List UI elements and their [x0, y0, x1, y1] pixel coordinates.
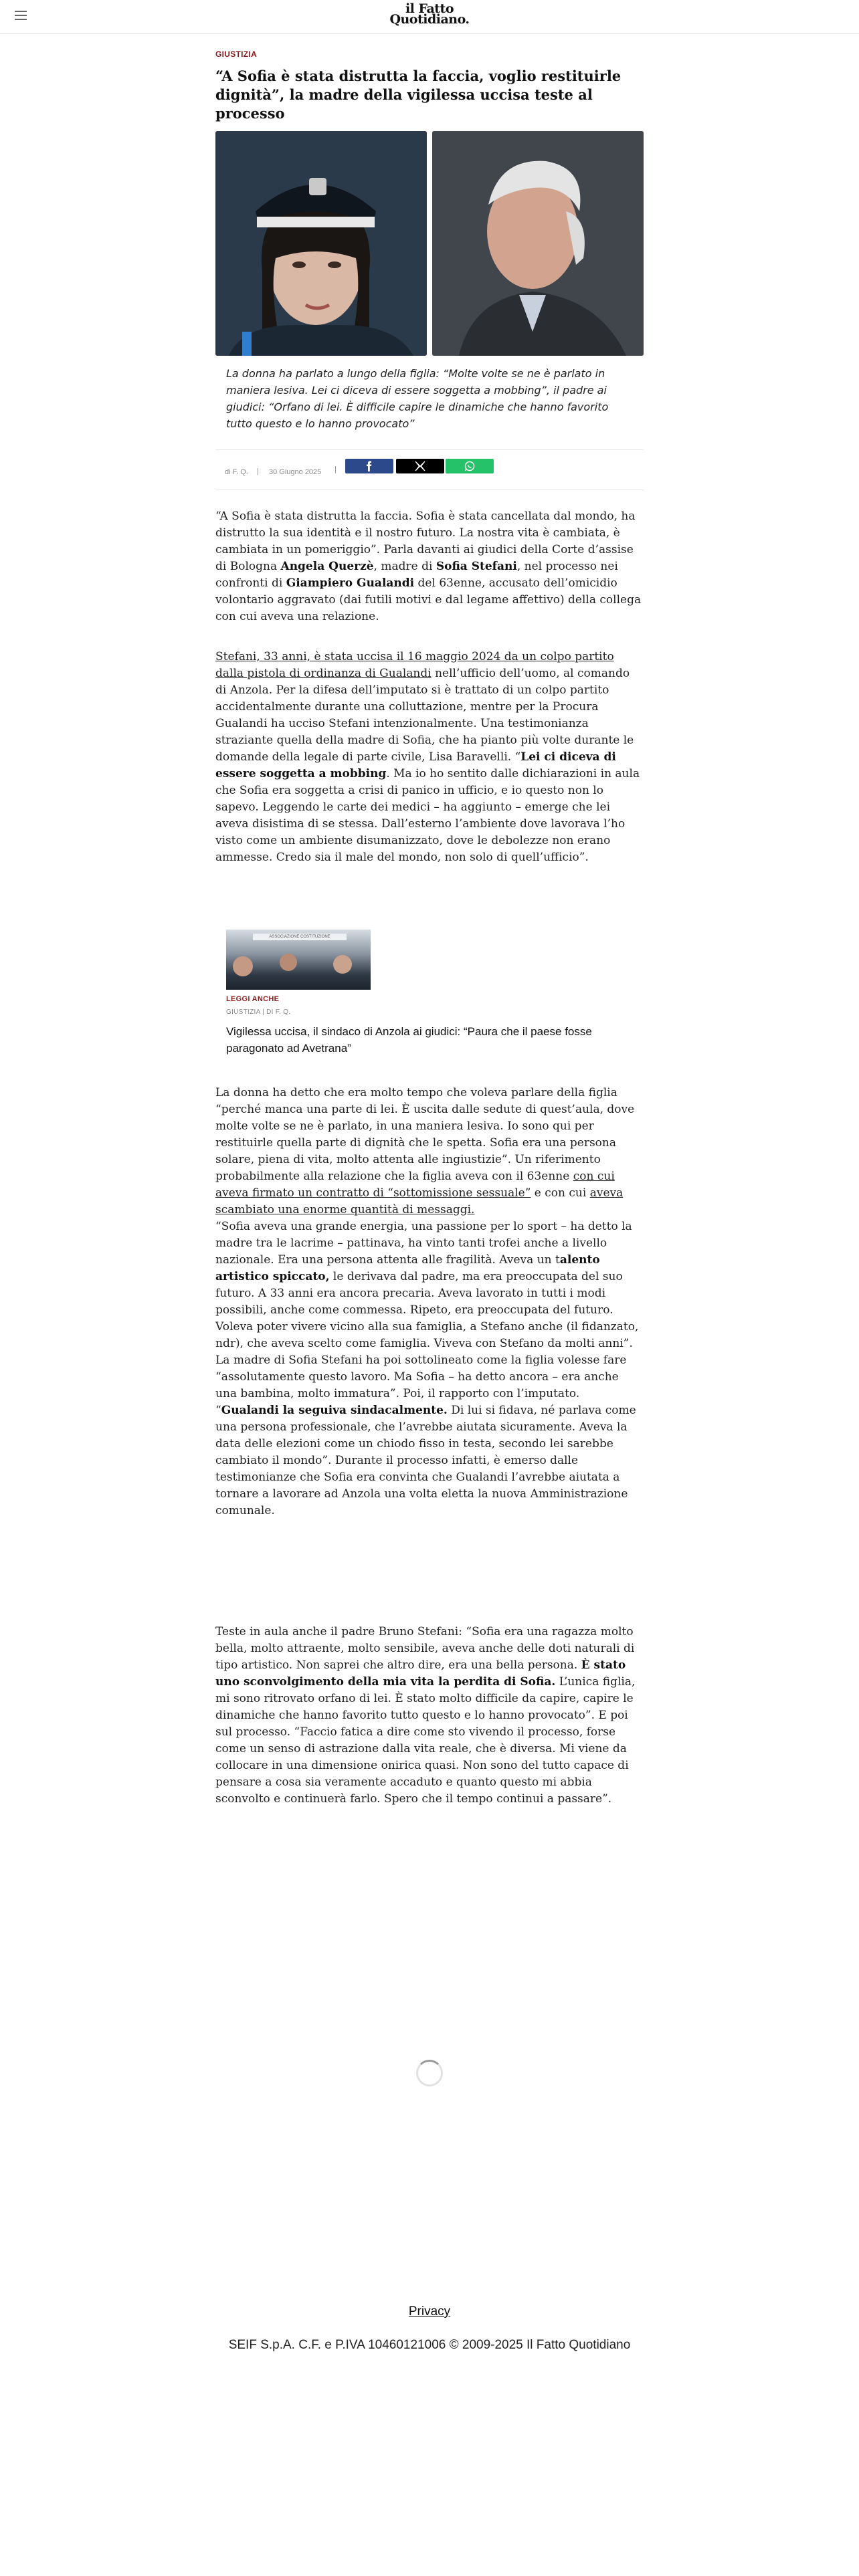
text: La donna ha detto che era molto tempo che voleva parlare della figlia “perché manca una parte di lei. È uscita dalle sedute di quest’aula, dove molte volte se ne è parlato, in una maniera lesiva. Io sono qui per restituirle quella parte di dignità che le spetta. Sofia era una persona solare, piena di vita, molto attenta alle ingiustizie”. Un riferimento probabilmente alla relazione che la figlia aveva con il 63enne	[215, 1086, 635, 1183]
footer-legal: SEIF S.p.A. C.F. e P.IVA 10460121006 © 2009-2025 Il Fatto Quotidiano	[228, 2338, 631, 2352]
text: “Sofia aveva una grande energia, una passione per lo sport – ha detto la madre tra le lacrime – pattinava, ha vinto tanti trofei anche a livello nazionale. Era una persona attenta alle fragilità. Aveva un t	[215, 1220, 632, 1267]
bold-text: Angela Querzè	[280, 560, 374, 573]
inline-link[interactable]: aveva scambiato una enorme quantità di messaggi.	[215, 1186, 624, 1216]
share-separator: |	[335, 465, 337, 473]
text: “A Sofia è stata distrutta la faccia. Sofia è stata cancellata dal mondo, ha distrutto la sua identità e il nostro futuro. La nostra vita è cambiata, è cambiata in un pomeriggio”. Parla davanti ai giudici della Corte d’assise di Bologna	[215, 510, 636, 573]
meta-separator: |	[257, 467, 259, 475]
bold-text: alento artistico spiccato,	[215, 1253, 600, 1283]
publish-date: 30 Giugno 2025	[269, 468, 322, 476]
facebook-icon	[363, 461, 376, 471]
inline-link[interactable]: con cui aveva firmato un contratto di “sottomissione sessuale”	[215, 1170, 615, 1200]
article-paragraph	[215, 1218, 644, 1519]
text: nell’ufficio dell’uomo, al comando di Anzola. Per la difesa dell’imputato si è trattato di un colpo partito accidentalmente durante una colluttazione, mentre per la Procura Gualandi ha ucciso Stefani intenzionalmente. Una testimonianza straziante quella della madre di Sofia, che ha pianto più volte durante le domande della legale di parte civile, Lisa Baravelli. “	[215, 667, 634, 764]
inline-link[interactable]: Stefani, 33 anni, è stata uccisa il 16 maggio 2024 da un colpo partito dalla pistola di ordinanza di Gualandi	[215, 650, 614, 680]
read-also-label: LEGGI ANCHE	[226, 995, 280, 1003]
image-banner-text: ASSOCIAZIONE COSTITUZIONE	[253, 934, 347, 940]
site-logo[interactable]	[0, 3, 859, 26]
bold-text: Sofia Stefani	[436, 560, 517, 573]
read-also-title[interactable]: Vigilessa uccisa, il sindaco di Anzola ai giudici: “Paura che il paese fosse paragonato ad Avetrana”	[226, 1025, 592, 1055]
photo-caption: La donna ha parlato a lungo della figlia: “Molte volte se ne è parlato in maniera lesiva. Lei ci diceva di essere soggetta a mobbing”, il padre ai giudici: “Orfano di lei. È difficile capire le dinamiche che hanno favorito tutto questo e lo hanno provocato”	[226, 367, 609, 430]
bold-text: È stato uno sconvolgimento della mia vita la perdita di Sofia.	[215, 1658, 626, 1689]
text: e con cui	[531, 1186, 590, 1200]
article-paragraph	[215, 1085, 644, 1218]
article-paragraph	[215, 649, 644, 866]
top-bar	[0, 0, 859, 34]
whatsapp-icon	[463, 461, 476, 471]
article-paragraph	[215, 1624, 644, 1808]
article-paragraph	[215, 508, 644, 625]
read-also-image[interactable]	[226, 930, 371, 990]
bold-text: Lei ci diceva di essere soggetta a mobbing	[215, 750, 616, 780]
bold-text: Gualandi la seguiva sindacalmente.	[221, 1404, 448, 1417]
text: Teste in aula anche il padre Bruno Stefani: “Sofia era una ragazza molto bella, molto attraente, molto sensibile, aveva anche delle doti naturali di tipo artistico. Non saprei che altro dire, era una bella persona.	[215, 1625, 635, 1672]
text: L’unica figlia, mi sono ritrovato orfano di lei. È stato molto difficile da capire, capire le dinamiche che hanno favorito tutto questo e lo hanno provocato”. E poi sul processo. “Faccio fatica a dire come sto vivendo il processo, forse come un senso di astrazione dalla vita reale, che è diversa. Mi viene da collocare in una dimensione onirica quasi. Non sono del tutto capace di pensare a cosa sia veramente accaduto e quanto questo mi abbia sconvolto e continuerà farlo. Spero che il tempo continui a passare”.	[215, 1675, 636, 1806]
photo-victim	[215, 131, 427, 356]
share-facebook-button[interactable]	[345, 459, 393, 473]
bold-text: Giampiero Gualandi	[286, 576, 415, 590]
photo-defendant	[432, 131, 644, 356]
text: . Ma io ho sentito dalle dichiarazioni in aula che Sofia era soggetta a crisi di panico in ufficio, e io questo non lo sapevo. Leggendo le carte dei medici – ha aggiunto – emerge che lei aveva disistima di se stessa. Dall’esterno l’ambiente dove lavorava l’ho visto come un ambiente disumanizzato, dove le debolezze non erano ammesse. Credo sia il male del mondo, non solo di quell’ufficio”.	[215, 767, 640, 864]
article-title: “A Sofia è stata distrutta la faccia, voglio restituirle dignità”, la madre della vigilessa uccisa teste al processo	[215, 68, 622, 122]
text: , madre di	[373, 560, 436, 573]
text: le derivava dal padre, ma era preoccupata del suo futuro. A 33 anni era ancora precaria. Aveva lavorato in tutti i modi possibili, anche come commessa. Ripeto, era preoccupata del futuro. Voleva poter vivere vicino alla sua famiglia, a Stefano anche (il fidanzato, ndr), che aveva scelto come famiglia. Viveva con Stefano da molti anni”. La madre di Sofia Stefani ha poi sottolineato come la figlia volesse fare “assolutamente questo lavoro. Ma Sofia – ha detto ancora – era anche una bambina, molto immatura”. Poi, il rapporto con l’imputato. “	[215, 1270, 639, 1417]
x-icon	[413, 461, 427, 471]
text: Di lui si fidava, né parlava come una persona professionale, che l’avrebbe aiutata sicuramente. Aveva la data delle elezioni come un chiodo fisso in testa, secondo lei sarebbe cambiato il mondo”. Durante il processo infatti, è emerso dalle testimonianze che Sofia era convinta che Gualandi l’avrebbe aiutata a tornare a lavorare ad Anzola una volta eletta la nuova Amministrazione comunale.	[215, 1404, 636, 1517]
share-whatsapp-button[interactable]	[446, 459, 494, 473]
text: del 63enne, accusato dell’omicidio volontario aggravato (dai futili motivi e dal legame affettivo) della collega con cui aveva una relazione.	[215, 576, 642, 623]
article-photos	[215, 131, 644, 356]
logo-line-1: il Fatto	[405, 1, 454, 16]
author[interactable]: di F. Q.	[225, 468, 248, 476]
logo-line-2: Quotidiano.	[389, 12, 470, 27]
loading-spinner-icon	[416, 2060, 443, 2086]
read-also-meta: GIUSTIZIA | DI F. Q.	[226, 1008, 291, 1016]
article-category[interactable]: GIUSTIZIA	[215, 49, 258, 59]
divider	[215, 449, 644, 450]
privacy-link[interactable]: Privacy	[408, 2304, 451, 2319]
text: , nel processo nei confronti di	[215, 560, 618, 590]
share-x-button[interactable]	[396, 459, 444, 473]
